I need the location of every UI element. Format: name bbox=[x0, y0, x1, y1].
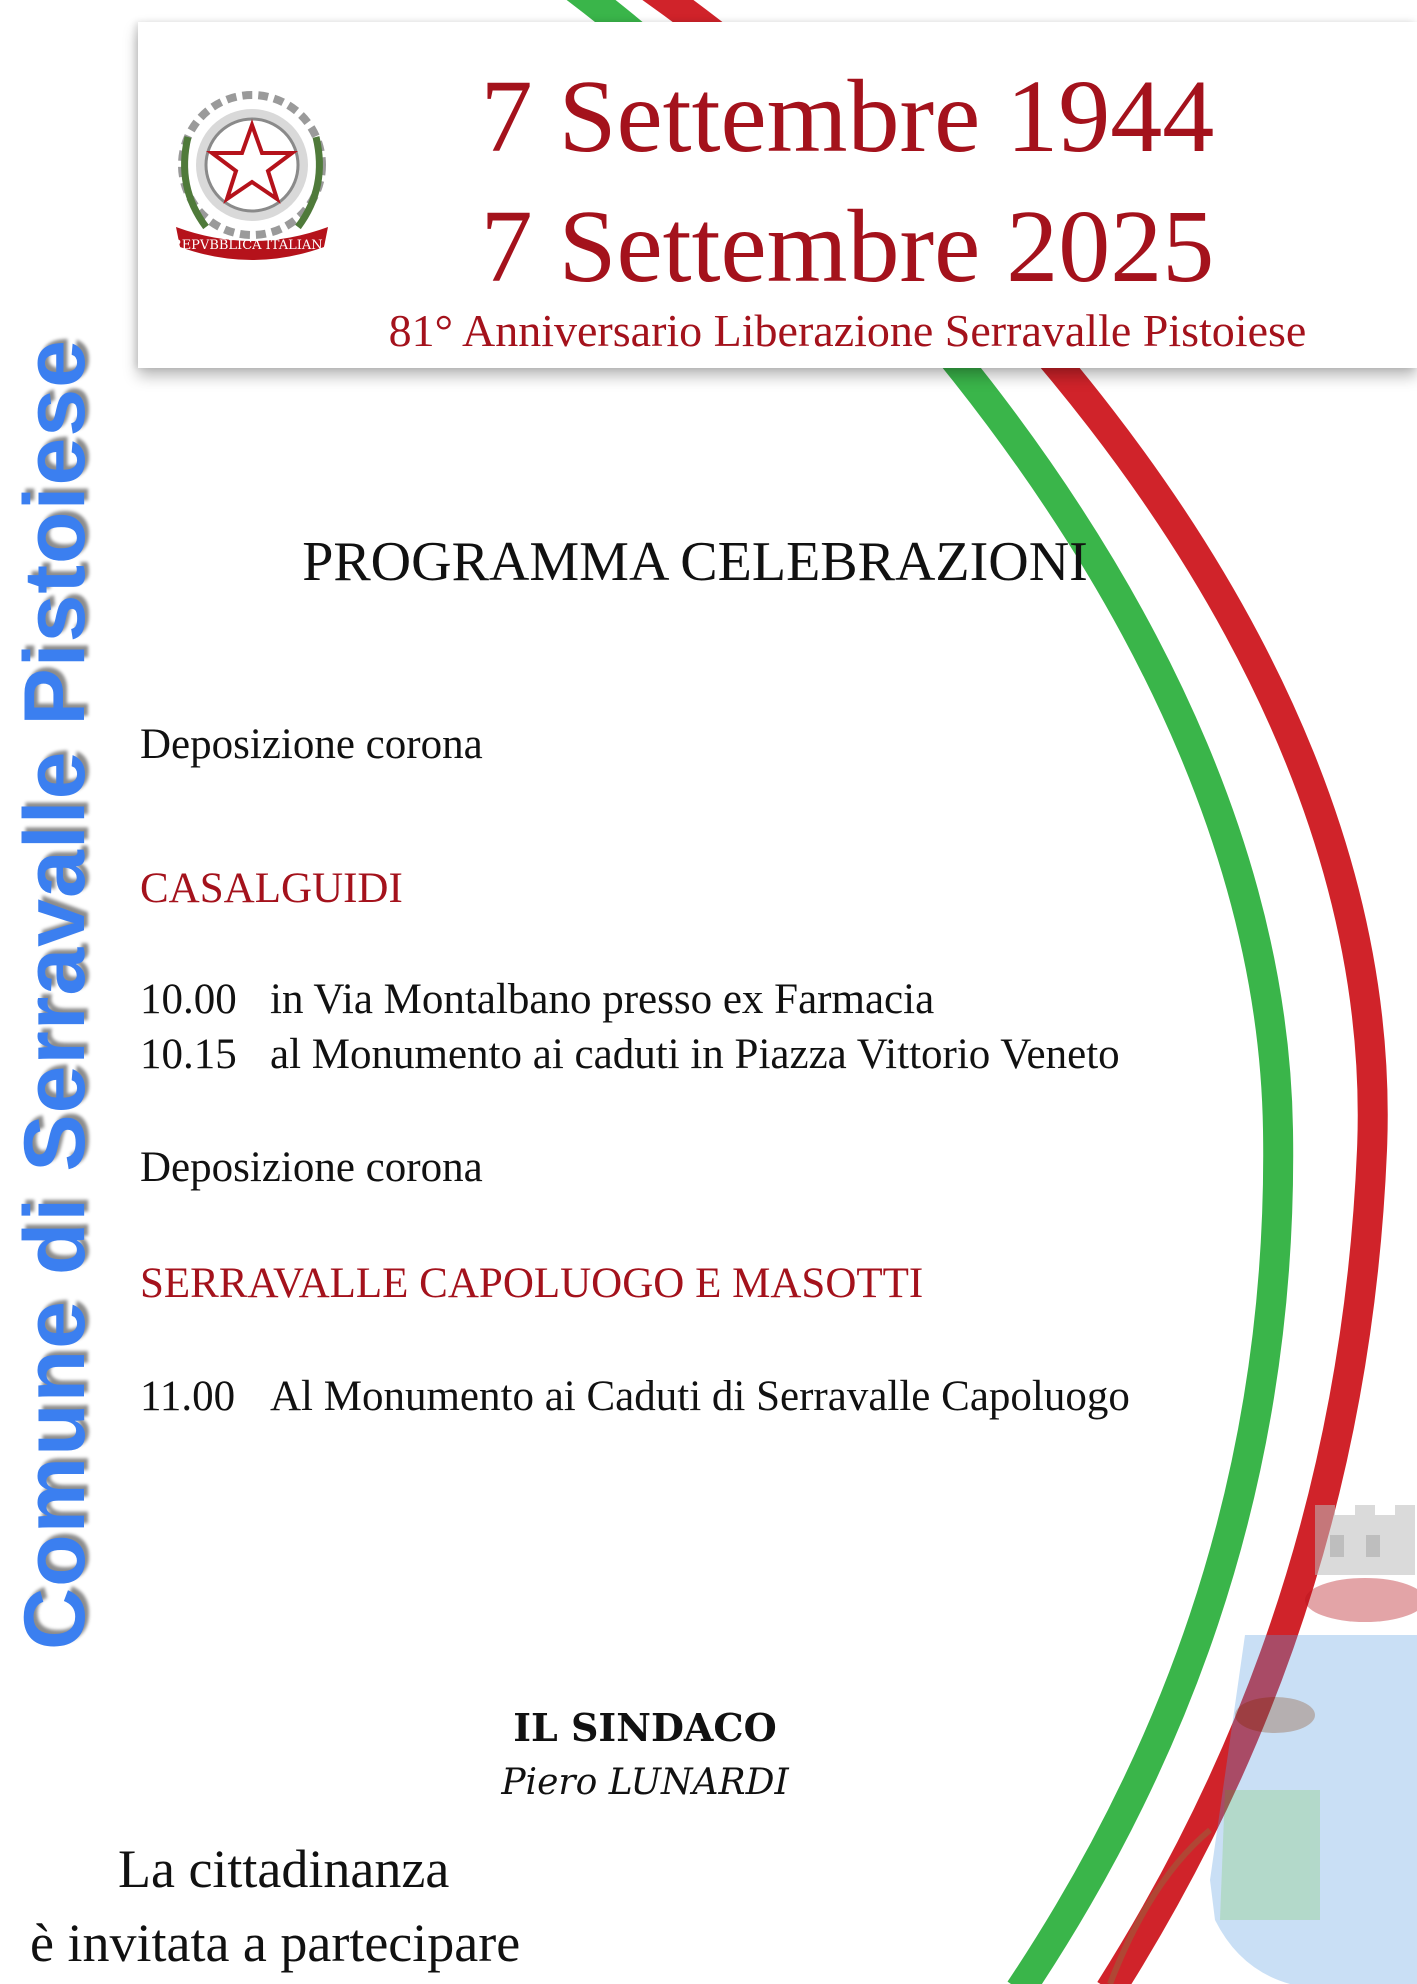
section-2-kind: Deposizione corona bbox=[140, 1144, 483, 1191]
event-time: 10.00 bbox=[140, 976, 237, 1023]
event-text: al Monumento ai caduti in Piazza Vittorio Veneto bbox=[270, 1031, 1120, 1078]
event-row bbox=[140, 1030, 1120, 1080]
date-2025: 7 Settembre 2025 bbox=[480, 189, 1215, 304]
boar-icon bbox=[1235, 1697, 1315, 1733]
municipality-vertical-title: Comune di Serravalle Pistoiese bbox=[7, 339, 103, 1650]
section-1-kind: Deposizione corona bbox=[140, 721, 483, 768]
anniversary-subtitle: 81° Anniversario Liberazione Serravalle Pistoiese bbox=[388, 305, 1307, 356]
invite-line-2: è invitata a partecipare bbox=[30, 1913, 521, 1973]
section-2-place: SERRAVALLE CAPOLUOGO E MASOTTI bbox=[140, 1260, 924, 1307]
invite-line-1: La cittadinanza bbox=[118, 1839, 450, 1899]
event-row bbox=[140, 975, 934, 1025]
mayor-name: Piero LUNARDI bbox=[501, 1762, 789, 1803]
emblem-ribbon-text: REPVBBLICA ITALIANA bbox=[171, 238, 333, 253]
municipal-crest-watermark bbox=[1090, 1500, 1417, 1984]
event-time: 10.15 bbox=[140, 1031, 237, 1078]
date-1944: 7 Settembre 1944 bbox=[480, 59, 1215, 174]
crest-crown-icon bbox=[1305, 1505, 1417, 1622]
crest-green-field bbox=[1220, 1790, 1320, 1920]
laurel-branch-icon bbox=[1110, 1830, 1210, 1984]
event-text: Al Monumento ai Caduti di Serravalle Capoluogo bbox=[270, 1373, 1130, 1420]
header-card bbox=[138, 22, 1417, 368]
event-row bbox=[140, 1372, 1130, 1422]
section-1-place: CASALGUIDI bbox=[140, 865, 403, 912]
event-text: in Via Montalbano presso ex Farmacia bbox=[270, 976, 935, 1023]
mayor-role: IL SINDACO bbox=[513, 1705, 777, 1750]
program-title: PROGRAMMA CELEBRAZIONI bbox=[302, 531, 1088, 593]
event-time: 11.00 bbox=[140, 1373, 236, 1420]
